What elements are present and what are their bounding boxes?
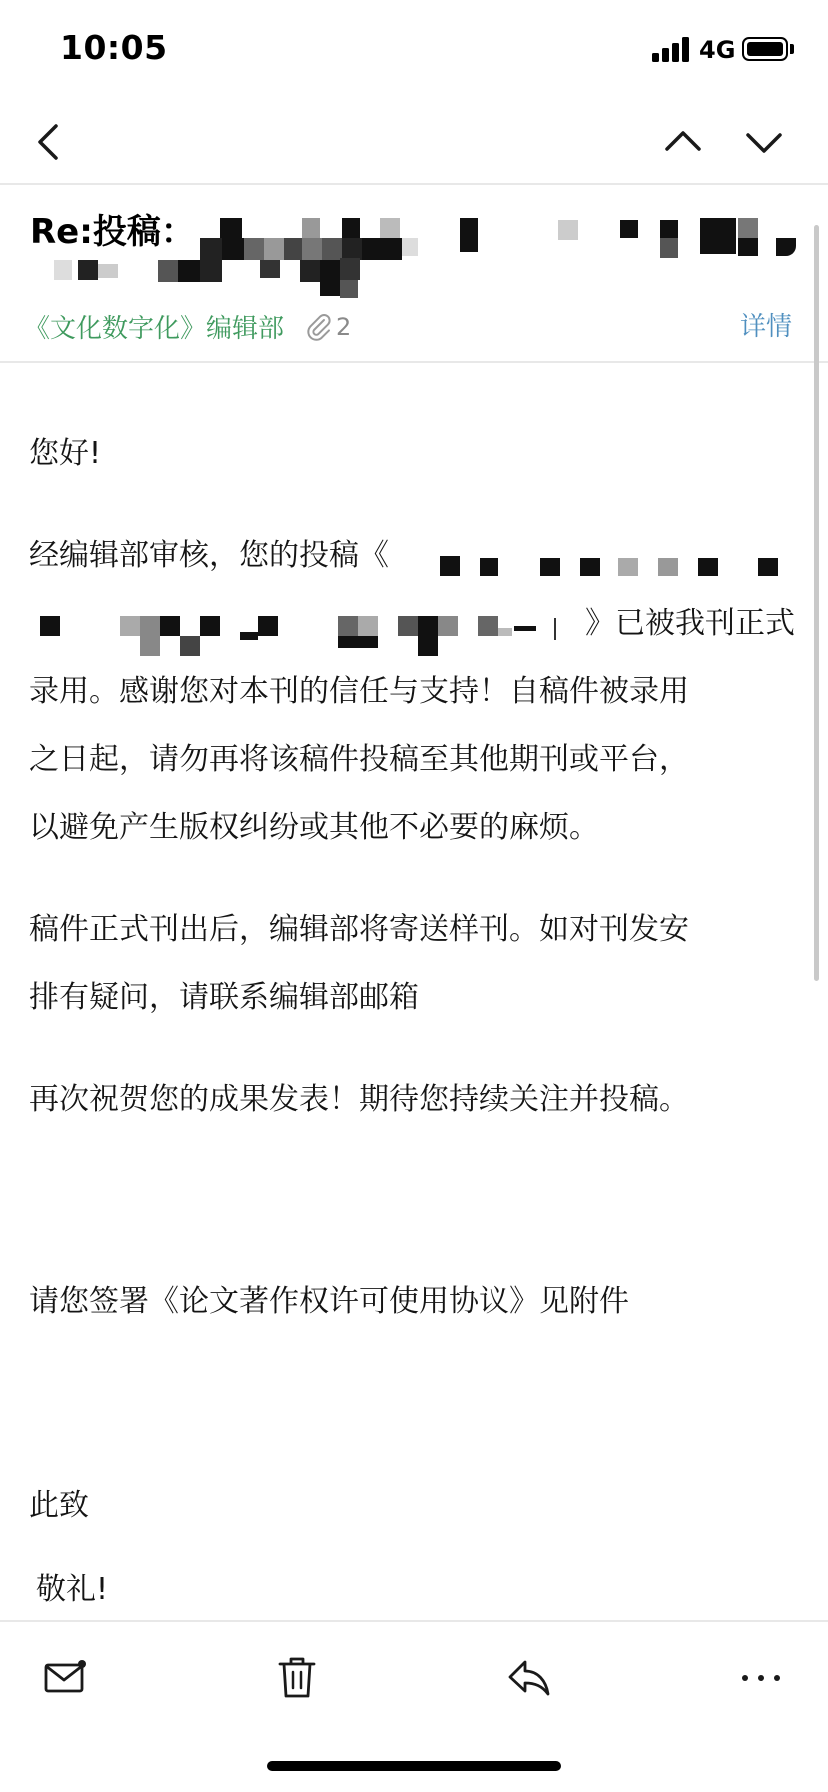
details-link[interactable]: 详情 xyxy=(740,312,793,342)
greeting: 您好! xyxy=(29,436,102,471)
closing: 此致 xyxy=(29,1488,89,1523)
attachment-count: 2 xyxy=(336,313,352,341)
trash-icon[interactable] xyxy=(272,1652,322,1702)
para1-line3: 录用。感谢您对本刊的信任与支持！自稿件被录用 xyxy=(29,674,689,709)
para1-line4: 之日起，请勿再将该稿件投稿至其他期刊或平台， xyxy=(29,742,689,777)
para3: 再次祝贺您的成果发表！期待您持续关注并投稿。 xyxy=(29,1082,689,1117)
sender-name[interactable]: 《文化数字化》编辑部 xyxy=(24,314,285,344)
network-type: 4G xyxy=(699,36,736,64)
mail-subject-prefix: Re:投稿： xyxy=(30,212,195,252)
para4-attachment-note: 请您签署《论文著作权许可使用协议》见附件 xyxy=(29,1284,629,1319)
home-indicator[interactable] xyxy=(267,1761,561,1771)
mail-unread-icon[interactable] xyxy=(40,1652,90,1702)
para1-line5: 以避免产生版权纠纷或其他不必要的麻烦。 xyxy=(29,810,599,845)
para1-line2-suffix: 》已被我刊正式 xyxy=(585,606,795,641)
reply-icon[interactable] xyxy=(504,1652,554,1702)
bottom-toolbar xyxy=(0,1622,828,1732)
regards: 敬礼! xyxy=(36,1572,109,1607)
para2-line2: 排有疑问，请联系编辑部邮箱 xyxy=(29,980,419,1015)
status-time: 10:05 xyxy=(60,28,168,67)
para2-line1: 稿件正式刊出后，编辑部将寄送样刊。如对刊发安 xyxy=(29,912,689,947)
para1-line1-prefix: 经编辑部审核，您的投稿《 xyxy=(29,538,389,573)
more-dots-icon[interactable] xyxy=(736,1652,786,1702)
